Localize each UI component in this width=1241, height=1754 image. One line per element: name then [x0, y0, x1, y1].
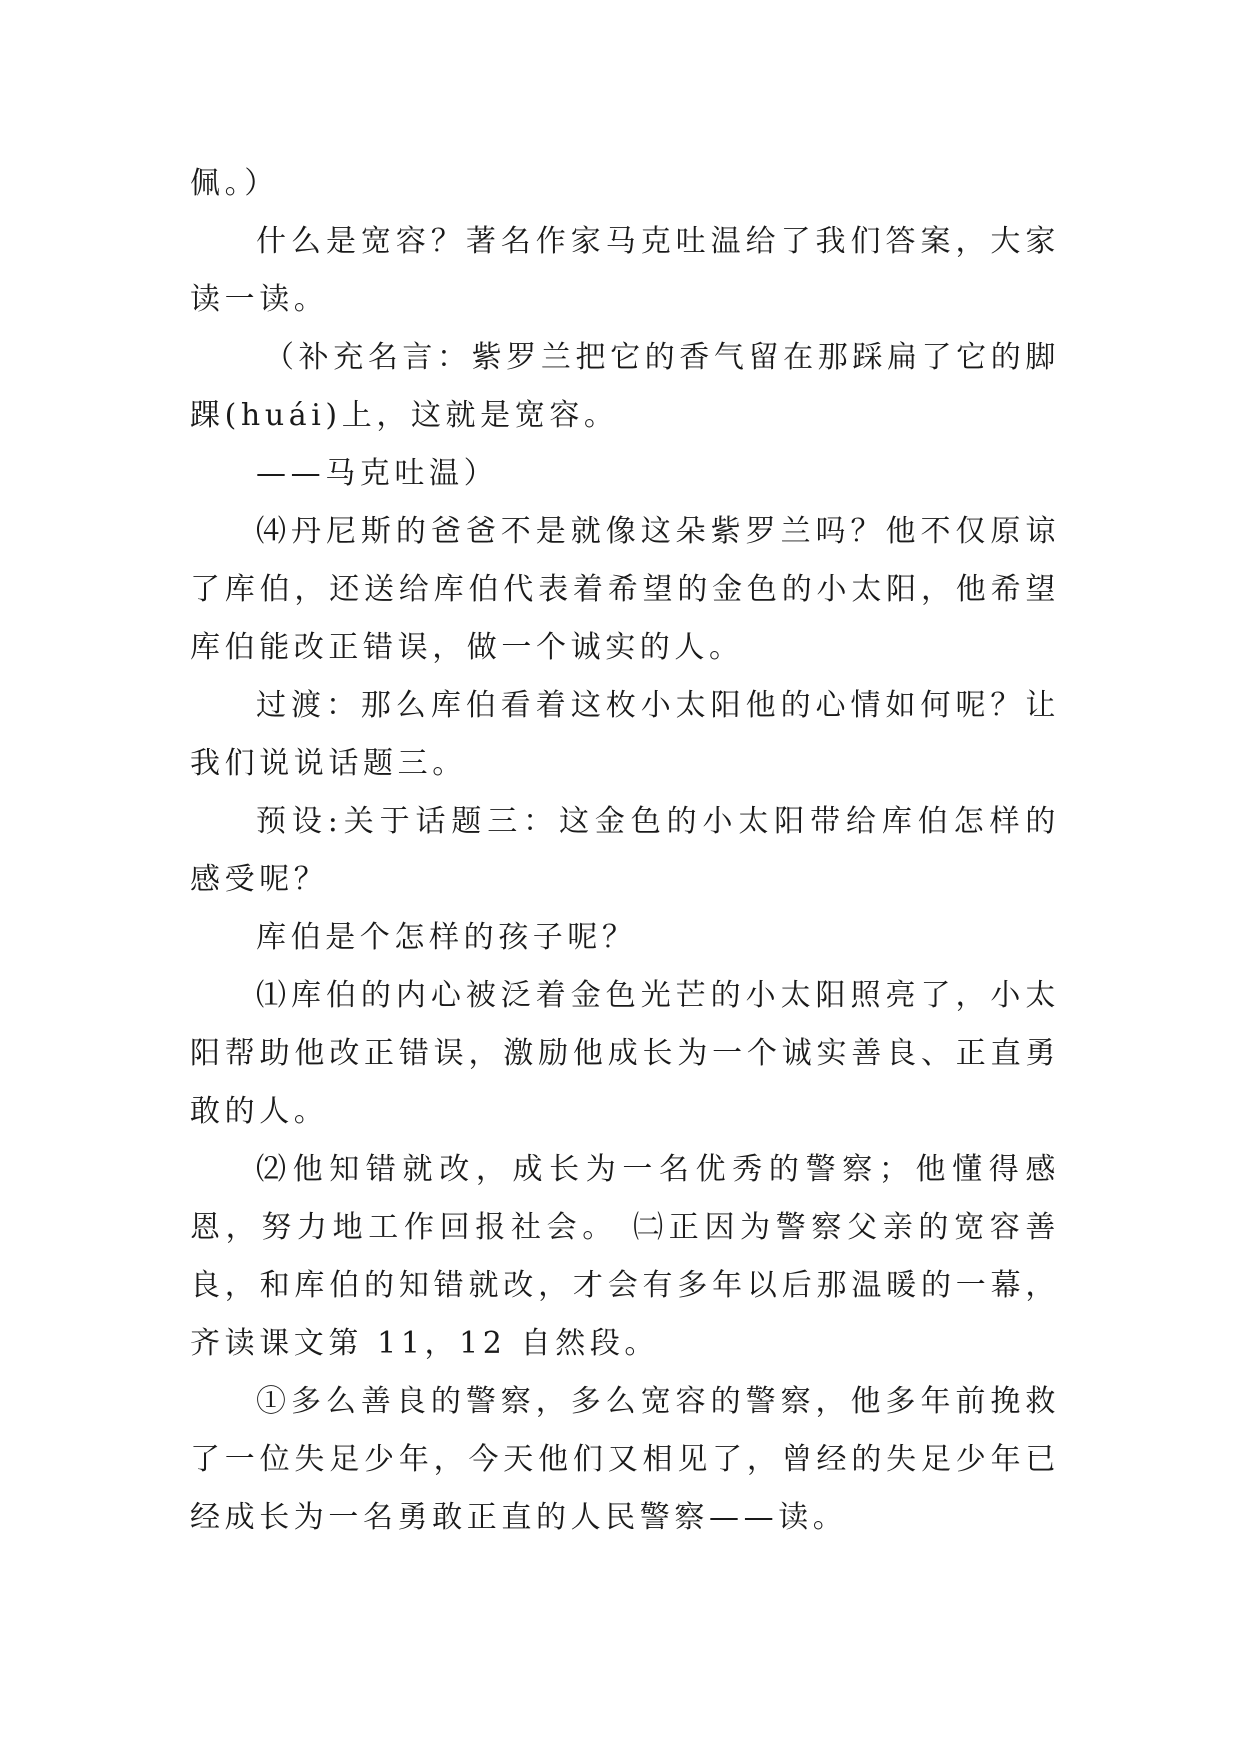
paragraph: ⑵他知错就改，成长为一名优秀的警察；他懂得感恩，努力地工作回报社会。 ㈡正因为警察父亲的宽容善良，和库伯的知错就改，才会有多年以后那温暖的一幕，齐读课文第 11，12 自然段。	[190, 1152, 1060, 1361]
paragraph: 过渡：那么库伯看着这枚小太阳他的心情如何呢？让我们说说话题三。	[190, 688, 1060, 781]
paragraph: ⑴库伯的内心被泛着金色光芒的小太阳照亮了，小太阳帮助他改正错误，激励他成长为一个诚实善良、正直勇敢的人。	[190, 978, 1060, 1129]
paragraph: 预设:关于话题三：这金色的小太阳带给库伯怎样的感受呢？	[190, 804, 1060, 897]
paragraph: （补充名言：紫罗兰把它的香气留在那踩扁了它的脚踝(huái)上，这就是宽容。	[190, 340, 1060, 433]
paragraph: 库伯是个怎样的孩子呢？	[256, 920, 637, 955]
document-body	[190, 155, 1060, 1547]
paragraph: 什么是宽容？著名作家马克吐温给了我们答案，大家读一读。	[190, 224, 1060, 317]
paragraph: 佩。）	[190, 166, 279, 201]
paragraph: ①多么善良的警察，多么宽容的警察，他多年前挽救了一位失足少年，今天他们又相见了，曾经的失足少年已经成长为一名勇敢正直的人民警察——读。	[190, 1384, 1060, 1535]
paragraph: ⑷丹尼斯的爸爸不是就像这朵紫罗兰吗？他不仅原谅了库伯，还送给库伯代表着希望的金色的小太阳，他希望库伯能改正错误，做一个诚实的人。	[190, 514, 1060, 665]
paragraph: ——马克吐温）	[256, 456, 499, 491]
